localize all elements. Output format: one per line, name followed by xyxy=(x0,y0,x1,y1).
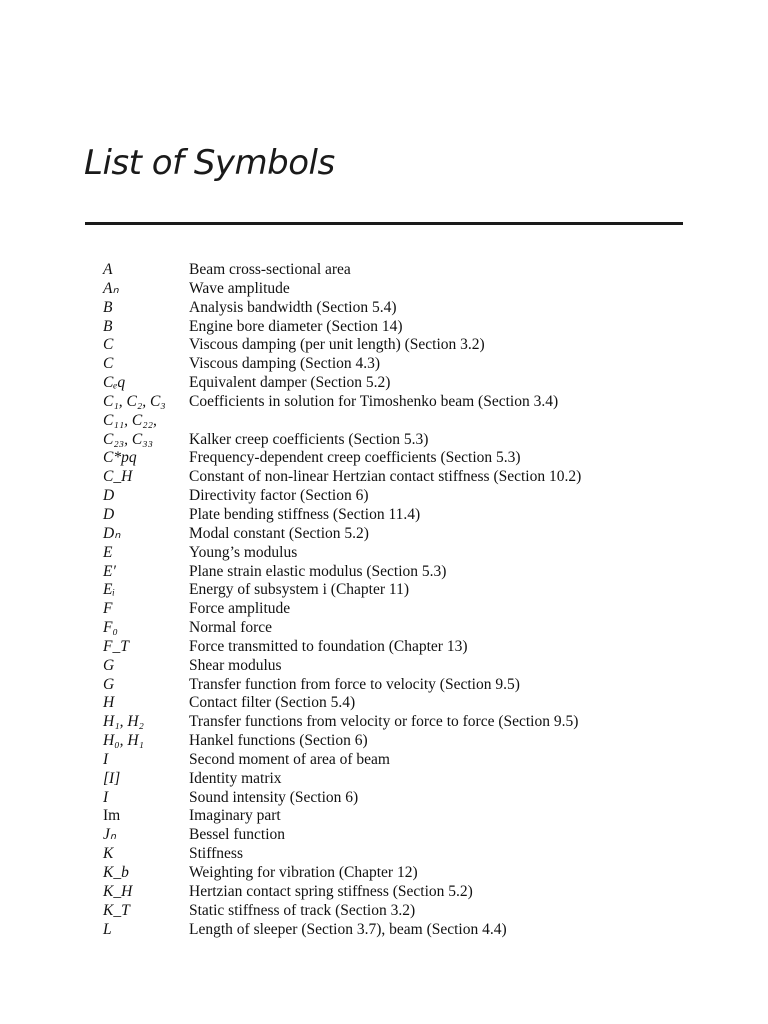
symbol: H xyxy=(103,694,115,712)
symbol: K xyxy=(103,845,114,863)
symbol: I xyxy=(103,750,109,768)
symbol: C₁₁, C₂₂, xyxy=(103,411,157,429)
symbol-row xyxy=(103,826,683,845)
symbol: H₀, H₁ xyxy=(103,732,144,750)
symbol-description xyxy=(189,412,683,431)
symbol-description: Transfer function from force to velocity (Section 9.5) xyxy=(189,675,520,693)
symbol-description: Hankel functions (Section 6) xyxy=(189,732,368,750)
symbol: L xyxy=(103,920,112,938)
symbol-description: Constant of non-linear Hertzian contact stiffness (Section 10.2) xyxy=(189,468,582,486)
symbol-description: Viscous damping (per unit length) (Section 3.2) xyxy=(189,336,485,354)
page-title: List of Symbols xyxy=(84,143,335,183)
symbol: K_H xyxy=(103,882,133,900)
symbol-row xyxy=(103,506,683,525)
symbol-description: Identity matrix xyxy=(189,769,282,787)
symbol-description: Weighting for vibration (Chapter 12) xyxy=(189,864,418,881)
symbol-description: Hertzian contact spring stiffness (Section 5.2) xyxy=(189,882,473,900)
symbol-row xyxy=(103,619,683,638)
symbol-row xyxy=(103,525,683,544)
symbol-row xyxy=(103,807,683,826)
symbol-description: Energy of subsystem i (Chapter 11) xyxy=(189,581,409,599)
symbol-row xyxy=(103,676,683,695)
symbol-description: Coefficients in solution for Timoshenko beam (Section 3.4) xyxy=(189,392,559,410)
symbol-description: Engine bore diameter (Section 14) xyxy=(189,317,403,335)
symbol-description: Modal constant (Section 5.2) xyxy=(189,524,369,542)
title-divider xyxy=(85,222,683,225)
symbol-description: Second moment of area of beam xyxy=(189,750,390,768)
symbol-list xyxy=(103,261,683,939)
symbol-row xyxy=(103,732,683,751)
symbol: C*pq xyxy=(103,449,137,467)
symbol: E′ xyxy=(103,562,116,580)
symbol-row xyxy=(103,638,683,657)
symbol-row xyxy=(103,318,683,337)
symbol-description: Transfer functions from velocity or force to force (Section 9.5) xyxy=(189,713,579,731)
symbol: D xyxy=(103,487,115,505)
symbol-row xyxy=(103,713,683,732)
symbol-row xyxy=(103,563,683,582)
symbol-description: Shear modulus xyxy=(189,656,282,674)
symbol-row xyxy=(103,600,683,619)
symbol-row xyxy=(103,694,683,713)
symbol-description: Sound intensity (Section 6) xyxy=(189,788,359,806)
symbol-row xyxy=(103,261,683,280)
symbol: Im xyxy=(103,807,121,825)
symbol: D xyxy=(103,505,115,523)
symbol-row xyxy=(103,299,683,318)
symbol-row xyxy=(103,544,683,563)
symbol-row xyxy=(103,393,683,412)
symbol-row xyxy=(103,431,683,450)
symbol-description: Wave amplitude xyxy=(189,279,290,297)
symbol: I xyxy=(103,788,109,806)
symbol-description: Plate bending stiffness (Section 11.4) xyxy=(189,505,421,523)
symbol: B xyxy=(103,317,113,335)
symbol-description: Equivalent damper (Section 5.2) xyxy=(189,374,391,392)
symbol-row xyxy=(103,487,683,506)
symbol: Eᵢ xyxy=(103,581,115,599)
symbol-row xyxy=(103,374,683,393)
symbol-row xyxy=(103,657,683,676)
symbol: F_T xyxy=(103,637,129,655)
symbol-row xyxy=(103,789,683,808)
symbol-description: Static stiffness of track (Section 3.2) xyxy=(189,901,416,919)
symbol-description: Plane strain elastic modulus (Section 5.3) xyxy=(189,562,447,580)
symbol: A xyxy=(103,261,113,278)
symbol-description: Imaginary part xyxy=(189,807,281,825)
symbol-row xyxy=(103,883,683,902)
symbol: C₂₃, C₃₃ xyxy=(103,430,153,448)
symbol: K_b xyxy=(103,864,129,881)
symbol-description: Beam cross-sectional area xyxy=(189,261,351,278)
symbol-description: Kalker creep coefficients (Section 5.3) xyxy=(189,430,429,448)
symbol: F xyxy=(103,600,113,618)
symbol-row xyxy=(103,449,683,468)
symbol-description: Force transmitted to foundation (Chapter 13) xyxy=(189,637,468,655)
symbol-row xyxy=(103,336,683,355)
symbol: Cₑq xyxy=(103,374,126,392)
symbol: H₁, H₂ xyxy=(103,713,144,731)
symbol-description: Frequency-dependent creep coefficients (Section 5.3) xyxy=(189,449,521,467)
symbol-description: Stiffness xyxy=(189,845,243,863)
symbol-description: Bessel function xyxy=(189,826,285,844)
symbol: F₀ xyxy=(103,619,118,637)
symbol-row xyxy=(103,845,683,864)
symbol: C xyxy=(103,355,114,373)
symbol: G xyxy=(103,675,115,693)
symbol-row xyxy=(103,864,683,883)
symbol: K_T xyxy=(103,901,130,919)
symbol-description: Analysis bandwidth (Section 5.4) xyxy=(189,298,397,316)
symbol-description: Normal force xyxy=(189,619,273,637)
symbol: C₁, C₂, C₃ xyxy=(103,392,166,410)
symbol-description: Force amplitude xyxy=(189,600,291,618)
symbol-row xyxy=(103,581,683,600)
symbol: E xyxy=(103,543,113,561)
symbol: Dₙ xyxy=(103,524,121,542)
symbol: Aₙ xyxy=(103,279,119,297)
symbol-row xyxy=(103,770,683,789)
symbol: [I] xyxy=(103,769,121,787)
symbol: Jₙ xyxy=(103,826,117,844)
symbol-description: Directivity factor (Section 6) xyxy=(189,487,369,505)
symbol-row xyxy=(103,280,683,299)
symbol: C xyxy=(103,336,114,354)
symbol-description: Length of sleeper (Section 3.7), beam (Section 4.4) xyxy=(189,920,507,938)
symbol-row xyxy=(103,468,683,487)
symbol-row xyxy=(103,902,683,921)
symbol: G xyxy=(103,656,115,674)
symbol-description: Young’s modulus xyxy=(189,543,298,561)
symbol-row xyxy=(103,921,683,940)
symbol: C_H xyxy=(103,468,133,486)
symbol-row xyxy=(103,751,683,770)
symbol-description: Contact filter (Section 5.4) xyxy=(189,694,356,712)
symbol: B xyxy=(103,298,113,316)
symbol-description: Viscous damping (Section 4.3) xyxy=(189,355,381,373)
symbol-row xyxy=(103,412,683,431)
symbol-row xyxy=(103,355,683,374)
